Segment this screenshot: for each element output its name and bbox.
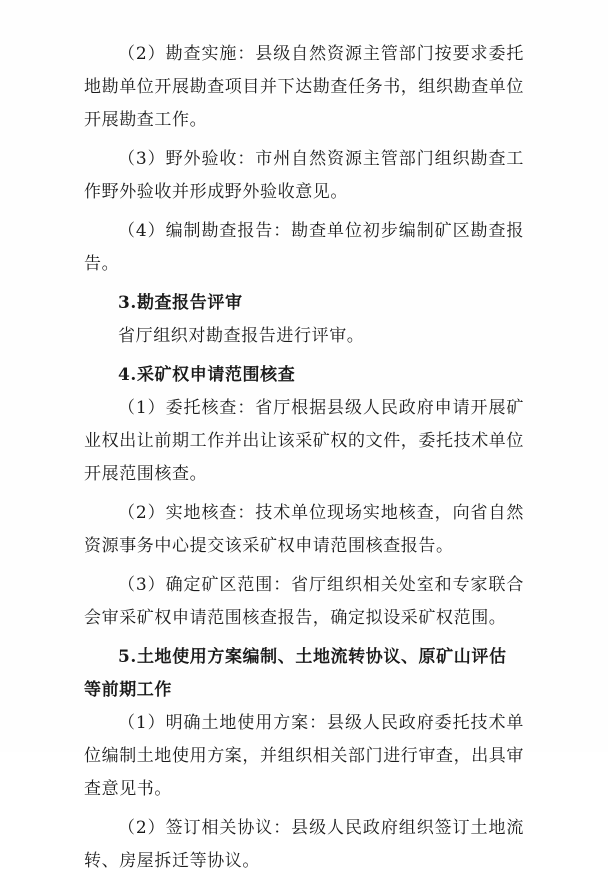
paragraph-report-review: 省厅组织对勘查报告进行评审。 bbox=[118, 326, 365, 346]
heading-report-review: 3.勘查报告评审 bbox=[118, 293, 243, 313]
paragraph-sign-agreements: （2）签订相关协议：县级人民政府组织签订土地流转、房屋拆迁等协议。 bbox=[84, 818, 524, 871]
heading-scope-verification: 4.采矿权申请范围核查 bbox=[118, 365, 296, 385]
paragraph-land-use-plan: （1）明确土地使用方案：县级人民政府委托技术单位编制土地使用方案，并组织相关部门进行审查，出具审查意见书。 bbox=[84, 713, 524, 799]
paragraph-onsite-verification: （2）实地核查：技术单位现场实地核查，向省自然资源事务中心提交该采矿权申请范围核查报告。 bbox=[84, 503, 524, 556]
paragraph-survey-implementation: （2）勘查实施：县级自然资源主管部门按要求委托地勘单位开展勘查项目并下达勘查任务书，组织勘查单位开展勘查工作。 bbox=[84, 44, 524, 130]
paragraph-commissioned-verification: （1）委托核查：省厅根据县级人民政府申请开展矿业权出让前期工作并出让该采矿权的文件，委托技术单位开展范围核查。 bbox=[84, 398, 524, 484]
paragraph-determine-scope: （3）确定矿区范围：省厅组织相关处室和专家联合会审采矿权申请范围核查报告，确定拟设采矿权范围。 bbox=[84, 575, 524, 628]
paragraph-field-acceptance: （3）野外验收：市州自然资源主管部门组织勘查工作野外验收并形成野外验收意见。 bbox=[84, 149, 524, 202]
heading-preliminary-work: 5.土地使用方案编制、土地流转协议、原矿山评估等前期工作 bbox=[84, 647, 507, 700]
paragraph-compile-report: （4）编制勘查报告：勘查单位初步编制矿区勘查报告。 bbox=[84, 221, 524, 274]
document-body bbox=[84, 38, 524, 878]
